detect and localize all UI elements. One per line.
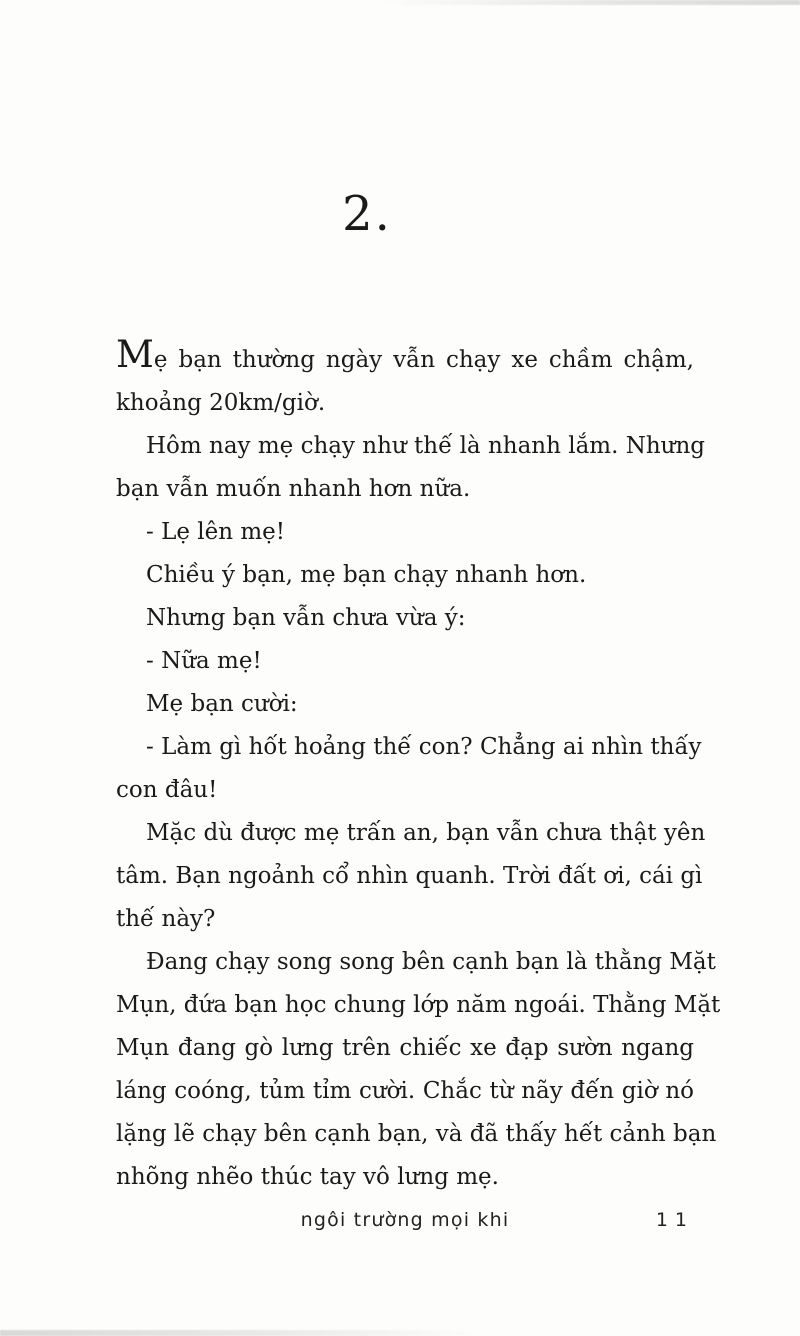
line-text: Hôm nay mẹ chạy như thế là nhanh lắm. Nhưng <box>146 433 706 459</box>
line-text: Mẹ bạn cười: <box>146 691 298 717</box>
body-text <box>116 333 721 1199</box>
text-line <box>116 554 694 597</box>
text-line <box>116 855 703 898</box>
line-text: lặng lẽ chạy bên cạnh bạn, và đã thấy hết cảnh bạn <box>116 1121 717 1147</box>
scan-artifact-bottom <box>0 1330 480 1336</box>
line-text: Đang chạy song song bên cạnh bạn là thằng Mặt <box>146 949 716 975</box>
text-line <box>116 769 694 812</box>
page-number: 11 <box>655 1209 694 1231</box>
line-text: khoảng 20km/giờ. <box>116 390 326 416</box>
enlarged-initial: M <box>116 333 154 376</box>
text-line <box>116 898 694 941</box>
line-text: - Làm gì hốt hoảng thế con? Chẳng ai nhìn thấy <box>146 734 702 760</box>
text-line <box>116 640 694 683</box>
text-line <box>116 511 694 554</box>
text-line <box>116 382 694 425</box>
line-text: Chiều ý bạn, mẹ bạn chạy nhanh hơn. <box>146 562 587 588</box>
line-text: Nhưng bạn vẫn chưa vừa ý: <box>146 605 466 631</box>
text-line <box>116 683 694 726</box>
text-line <box>116 726 702 769</box>
line-text: bạn vẫn muốn nhanh hơn nữa. <box>116 476 471 502</box>
text-line <box>116 425 706 468</box>
page-footer <box>116 1206 694 1234</box>
line-text: láng coóng, tủm tỉm cười. Chắc từ nãy đến giờ nó <box>116 1078 694 1104</box>
chapter-number: 2. <box>342 186 392 242</box>
running-title: ngôi trường mọi khi <box>300 1209 510 1231</box>
line-text: - Lẹ lên mẹ! <box>146 519 286 545</box>
text-line <box>116 1156 694 1199</box>
line-text: Mụn, đứa bạn học chung lớp năm ngoái. Thằng Mặt <box>116 992 721 1018</box>
line-text: Mụn đang gò lưng trên chiếc xe đạp sườn ngang <box>116 1035 694 1061</box>
line-text: - Nữa mẹ! <box>146 648 262 674</box>
text-line <box>116 597 694 640</box>
scan-artifact-top <box>380 0 800 5</box>
line-text: nhõng nhẽo thúc tay vô lưng mẹ. <box>116 1164 499 1190</box>
text-line <box>116 333 694 382</box>
text-line <box>116 468 694 511</box>
line-text: Mặc dù được mẹ trấn an, bạn vẫn chưa thật yên <box>146 820 706 846</box>
line-text: tâm. Bạn ngoảnh cổ nhìn quanh. Trời đất ơi, cái gì <box>116 863 703 889</box>
line-text: thế này? <box>116 906 216 932</box>
text-line <box>116 941 716 984</box>
line-text: ẹ bạn thường ngày vẫn chạy xe chầm chậm, <box>153 347 694 373</box>
text-line <box>116 812 706 855</box>
line-text: con đâu! <box>116 777 218 803</box>
text-line <box>116 1027 694 1070</box>
text-line <box>116 984 721 1027</box>
text-line <box>116 1113 717 1156</box>
text-line <box>116 1070 694 1113</box>
